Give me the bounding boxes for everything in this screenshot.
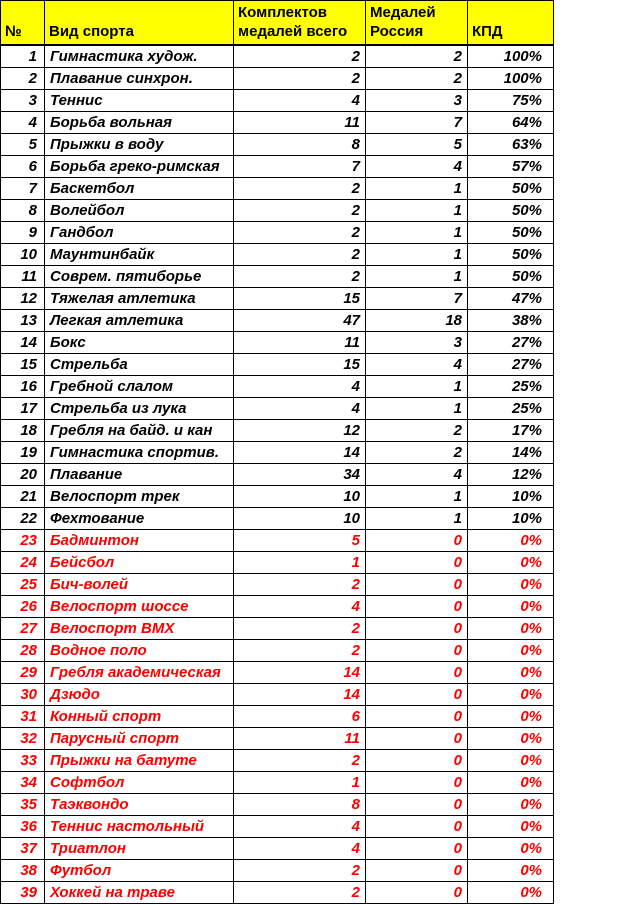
cell-kpd[interactable]: 0% [468, 640, 554, 662]
cell-russia[interactable]: 4 [366, 354, 468, 376]
cell-num[interactable]: 39 [1, 882, 45, 904]
cell-sport[interactable]: Бадминтон [45, 530, 234, 552]
cell-num[interactable]: 6 [1, 156, 45, 178]
cell-num[interactable]: 18 [1, 420, 45, 442]
cell-kpd[interactable]: 50% [468, 178, 554, 200]
cell-total[interactable]: 2 [234, 640, 366, 662]
cell-kpd[interactable]: 50% [468, 244, 554, 266]
cell-russia[interactable]: 1 [366, 244, 468, 266]
cell-sport[interactable]: Гребной слалом [45, 376, 234, 398]
cell-kpd[interactable]: 38% [468, 310, 554, 332]
table-row [1, 45, 554, 68]
cell-sport[interactable]: Гребля академическая [45, 662, 234, 684]
cell-num[interactable]: 8 [1, 200, 45, 222]
cell-sport[interactable]: Стрельба [45, 354, 234, 376]
table-row [1, 266, 554, 288]
cell-num[interactable]: 24 [1, 552, 45, 574]
column-header-total[interactable]: Комплектов медалей всего [234, 1, 366, 46]
cell-num[interactable]: 35 [1, 794, 45, 816]
cell-total[interactable]: 14 [234, 442, 366, 464]
cell-total[interactable]: 15 [234, 354, 366, 376]
cell-russia[interactable]: 0 [366, 684, 468, 706]
table-row [1, 838, 554, 860]
cell-kpd[interactable]: 25% [468, 376, 554, 398]
cell-total[interactable]: 5 [234, 530, 366, 552]
cell-kpd[interactable]: 0% [468, 728, 554, 750]
cell-kpd[interactable]: 47% [468, 288, 554, 310]
cell-num[interactable]: 7 [1, 178, 45, 200]
table-row [1, 662, 554, 684]
cell-sport[interactable]: Таэквондо [45, 794, 234, 816]
cell-total[interactable]: 47 [234, 310, 366, 332]
table-row [1, 332, 554, 354]
cell-sport[interactable]: Маунтинбайк [45, 244, 234, 266]
cell-russia[interactable]: 0 [366, 640, 468, 662]
cell-total[interactable]: 8 [234, 794, 366, 816]
cell-russia[interactable]: 7 [366, 112, 468, 134]
cell-num[interactable]: 12 [1, 288, 45, 310]
cell-total[interactable]: 7 [234, 156, 366, 178]
cell-kpd[interactable]: 50% [468, 200, 554, 222]
cell-total[interactable]: 2 [234, 200, 366, 222]
cell-sport[interactable]: Теннис [45, 90, 234, 112]
cell-total[interactable]: 11 [234, 728, 366, 750]
cell-num[interactable]: 36 [1, 816, 45, 838]
table-row [1, 684, 554, 706]
cell-num[interactable]: 38 [1, 860, 45, 882]
cell-total[interactable]: 10 [234, 486, 366, 508]
table-row [1, 596, 554, 618]
cell-total[interactable]: 2 [234, 860, 366, 882]
cell-total[interactable]: 1 [234, 552, 366, 574]
cell-russia[interactable]: 2 [366, 68, 468, 90]
cell-sport[interactable]: Дзюдо [45, 684, 234, 706]
cell-kpd[interactable]: 100% [468, 68, 554, 90]
cell-kpd[interactable]: 0% [468, 684, 554, 706]
cell-total[interactable]: 2 [234, 750, 366, 772]
table-row [1, 706, 554, 728]
cell-russia[interactable]: 3 [366, 90, 468, 112]
table-row [1, 200, 554, 222]
cell-num[interactable]: 3 [1, 90, 45, 112]
cell-sport[interactable]: Фехтование [45, 508, 234, 530]
cell-sport[interactable]: Гребля на байд. и кан [45, 420, 234, 442]
table-row [1, 90, 554, 112]
cell-total[interactable]: 2 [234, 882, 366, 904]
cell-russia[interactable]: 1 [366, 178, 468, 200]
cell-num[interactable]: 32 [1, 728, 45, 750]
cell-sport[interactable]: Соврем. пятиборье [45, 266, 234, 288]
cell-num[interactable]: 4 [1, 112, 45, 134]
cell-russia[interactable]: 0 [366, 530, 468, 552]
cell-sport[interactable]: Гимнастика худож. [45, 45, 234, 68]
table-body [1, 45, 554, 904]
cell-russia[interactable]: 2 [366, 45, 468, 68]
cell-total[interactable]: 1 [234, 772, 366, 794]
table-row [1, 464, 554, 486]
cell-sport[interactable]: Плавание синхрон. [45, 68, 234, 90]
cell-sport[interactable]: Легкая атлетика [45, 310, 234, 332]
cell-sport[interactable]: Конный спорт [45, 706, 234, 728]
cell-sport[interactable]: Триатлон [45, 838, 234, 860]
table-row [1, 794, 554, 816]
cell-russia[interactable]: 0 [366, 662, 468, 684]
cell-russia[interactable]: 0 [366, 860, 468, 882]
cell-num[interactable]: 15 [1, 354, 45, 376]
cell-total[interactable]: 4 [234, 596, 366, 618]
column-header-russia[interactable]: Медалей Россия [366, 1, 468, 46]
cell-num[interactable]: 10 [1, 244, 45, 266]
cell-total[interactable]: 6 [234, 706, 366, 728]
cell-sport[interactable]: Водное поло [45, 640, 234, 662]
table-row [1, 178, 554, 200]
cell-kpd[interactable]: 12% [468, 464, 554, 486]
cell-num[interactable]: 5 [1, 134, 45, 156]
cell-sport[interactable]: Теннис настольный [45, 816, 234, 838]
cell-russia[interactable]: 1 [366, 376, 468, 398]
column-header-kpd[interactable]: КПД [468, 1, 554, 46]
cell-kpd[interactable]: 10% [468, 508, 554, 530]
cell-kpd[interactable]: 57% [468, 156, 554, 178]
cell-kpd[interactable]: 64% [468, 112, 554, 134]
cell-num[interactable]: 16 [1, 376, 45, 398]
cell-sport[interactable]: Бич-волей [45, 574, 234, 596]
cell-russia[interactable]: 0 [366, 596, 468, 618]
cell-kpd[interactable]: 14% [468, 442, 554, 464]
cell-sport[interactable]: Волейбол [45, 200, 234, 222]
cell-sport[interactable]: Тяжелая атлетика [45, 288, 234, 310]
cell-russia[interactable]: 0 [366, 574, 468, 596]
cell-sport[interactable]: Стрельба из лука [45, 398, 234, 420]
cell-russia[interactable]: 2 [366, 442, 468, 464]
table-row [1, 750, 554, 772]
cell-kpd[interactable]: 0% [468, 574, 554, 596]
cell-total[interactable]: 2 [234, 178, 366, 200]
cell-total[interactable]: 4 [234, 838, 366, 860]
table-row [1, 68, 554, 90]
cell-kpd[interactable]: 0% [468, 618, 554, 640]
cell-kpd[interactable]: 27% [468, 354, 554, 376]
cell-russia[interactable]: 1 [366, 200, 468, 222]
cell-sport[interactable]: Бокс [45, 332, 234, 354]
cell-num[interactable]: 21 [1, 486, 45, 508]
cell-russia[interactable]: 0 [366, 618, 468, 640]
table-row [1, 244, 554, 266]
cell-kpd[interactable]: 75% [468, 90, 554, 112]
cell-russia[interactable]: 0 [366, 794, 468, 816]
cell-num[interactable]: 34 [1, 772, 45, 794]
cell-total[interactable]: 4 [234, 376, 366, 398]
cell-kpd[interactable]: 0% [468, 882, 554, 904]
cell-num[interactable]: 17 [1, 398, 45, 420]
cell-sport[interactable]: Хоккей на траве [45, 882, 234, 904]
cell-russia[interactable]: 0 [366, 750, 468, 772]
cell-sport[interactable]: Парусный спорт [45, 728, 234, 750]
cell-russia[interactable]: 0 [366, 552, 468, 574]
cell-kpd[interactable]: 10% [468, 486, 554, 508]
table-row [1, 772, 554, 794]
table-row [1, 288, 554, 310]
column-header-num[interactable]: № [1, 1, 45, 46]
cell-sport[interactable]: Софтбол [45, 772, 234, 794]
cell-russia[interactable]: 4 [366, 464, 468, 486]
cell-num[interactable]: 26 [1, 596, 45, 618]
cell-kpd[interactable]: 100% [468, 45, 554, 68]
cell-total[interactable]: 2 [234, 222, 366, 244]
cell-num[interactable]: 14 [1, 332, 45, 354]
table-row [1, 354, 554, 376]
cell-russia[interactable]: 18 [366, 310, 468, 332]
cell-kpd[interactable]: 0% [468, 772, 554, 794]
cell-num[interactable]: 27 [1, 618, 45, 640]
cell-total[interactable]: 2 [234, 45, 366, 68]
table-row [1, 112, 554, 134]
cell-sport[interactable]: Гимнастика спортив. [45, 442, 234, 464]
cell-kpd[interactable]: 0% [468, 706, 554, 728]
table-row [1, 134, 554, 156]
cell-kpd[interactable]: 0% [468, 596, 554, 618]
cell-sport[interactable]: Борьба вольная [45, 112, 234, 134]
cell-russia[interactable]: 0 [366, 728, 468, 750]
cell-kpd[interactable]: 27% [468, 332, 554, 354]
table-row [1, 442, 554, 464]
cell-russia[interactable]: 1 [366, 222, 468, 244]
table-row [1, 398, 554, 420]
cell-total[interactable]: 34 [234, 464, 366, 486]
column-header-sport[interactable]: Вид спорта [45, 1, 234, 46]
cell-total[interactable]: 4 [234, 398, 366, 420]
cell-kpd[interactable]: 0% [468, 552, 554, 574]
cell-sport[interactable]: Бейсбол [45, 552, 234, 574]
cell-num[interactable]: 20 [1, 464, 45, 486]
table-row [1, 574, 554, 596]
cell-sport[interactable]: Футбол [45, 860, 234, 882]
table-row [1, 860, 554, 882]
cell-total[interactable]: 11 [234, 332, 366, 354]
table-row [1, 640, 554, 662]
cell-russia[interactable]: 0 [366, 772, 468, 794]
table-row [1, 420, 554, 442]
cell-total[interactable]: 2 [234, 618, 366, 640]
cell-russia[interactable]: 0 [366, 816, 468, 838]
cell-sport[interactable]: Плавание [45, 464, 234, 486]
table-row [1, 728, 554, 750]
cell-num[interactable]: 13 [1, 310, 45, 332]
cell-num[interactable]: 1 [1, 45, 45, 68]
cell-num[interactable]: 30 [1, 684, 45, 706]
cell-num[interactable]: 9 [1, 222, 45, 244]
cell-num[interactable]: 29 [1, 662, 45, 684]
cell-kpd[interactable]: 0% [468, 530, 554, 552]
cell-sport[interactable]: Борьба греко-римская [45, 156, 234, 178]
cell-total[interactable]: 2 [234, 68, 366, 90]
cell-total[interactable]: 10 [234, 508, 366, 530]
table-row [1, 816, 554, 838]
cell-russia[interactable]: 1 [366, 508, 468, 530]
cell-num[interactable]: 11 [1, 266, 45, 288]
cell-kpd[interactable]: 25% [468, 398, 554, 420]
cell-total[interactable]: 2 [234, 266, 366, 288]
table-row [1, 508, 554, 530]
table-row [1, 530, 554, 552]
cell-kpd[interactable]: 0% [468, 860, 554, 882]
cell-num[interactable]: 22 [1, 508, 45, 530]
cell-sport[interactable]: Велоспорт BMX [45, 618, 234, 640]
cell-kpd[interactable]: 0% [468, 794, 554, 816]
cell-sport[interactable]: Прыжки на батуте [45, 750, 234, 772]
cell-sport[interactable]: Велоспорт трек [45, 486, 234, 508]
table-row [1, 222, 554, 244]
cell-sport[interactable]: Велоспорт шоссе [45, 596, 234, 618]
cell-total[interactable]: 11 [234, 112, 366, 134]
cell-kpd[interactable]: 17% [468, 420, 554, 442]
cell-total[interactable]: 12 [234, 420, 366, 442]
cell-num[interactable]: 2 [1, 68, 45, 90]
table-row [1, 552, 554, 574]
cell-russia[interactable]: 0 [366, 706, 468, 728]
cell-russia[interactable]: 2 [366, 420, 468, 442]
table-row [1, 486, 554, 508]
cell-russia[interactable]: 1 [366, 266, 468, 288]
cell-kpd[interactable]: 50% [468, 266, 554, 288]
cell-total[interactable]: 4 [234, 816, 366, 838]
cell-kpd[interactable]: 0% [468, 816, 554, 838]
cell-kpd[interactable]: 0% [468, 838, 554, 860]
cell-num[interactable]: 37 [1, 838, 45, 860]
cell-russia[interactable]: 0 [366, 882, 468, 904]
cell-total[interactable]: 4 [234, 90, 366, 112]
cell-russia[interactable]: 4 [366, 156, 468, 178]
cell-russia[interactable]: 7 [366, 288, 468, 310]
cell-russia[interactable]: 0 [366, 838, 468, 860]
cell-total[interactable]: 14 [234, 662, 366, 684]
cell-total[interactable]: 2 [234, 574, 366, 596]
cell-sport[interactable]: Гандбол [45, 222, 234, 244]
cell-num[interactable]: 25 [1, 574, 45, 596]
cell-kpd[interactable]: 0% [468, 662, 554, 684]
cell-total[interactable]: 8 [234, 134, 366, 156]
cell-russia[interactable]: 1 [366, 398, 468, 420]
cell-sport[interactable]: Баскетбол [45, 178, 234, 200]
cell-num[interactable]: 23 [1, 530, 45, 552]
cell-num[interactable]: 33 [1, 750, 45, 772]
cell-sport[interactable]: Прыжки в воду [45, 134, 234, 156]
table-row [1, 156, 554, 178]
table-row [1, 310, 554, 332]
table-row [1, 376, 554, 398]
table-row [1, 882, 554, 904]
cell-num[interactable]: 19 [1, 442, 45, 464]
cell-kpd[interactable]: 0% [468, 750, 554, 772]
cell-num[interactable]: 28 [1, 640, 45, 662]
table-row [1, 618, 554, 640]
cell-russia[interactable]: 3 [366, 332, 468, 354]
cell-num[interactable]: 31 [1, 706, 45, 728]
cell-russia[interactable]: 1 [366, 486, 468, 508]
cell-kpd[interactable]: 50% [468, 222, 554, 244]
cell-total[interactable]: 14 [234, 684, 366, 706]
cell-total[interactable]: 2 [234, 244, 366, 266]
cell-total[interactable]: 15 [234, 288, 366, 310]
cell-russia[interactable]: 5 [366, 134, 468, 156]
cell-kpd[interactable]: 63% [468, 134, 554, 156]
header-row [1, 1, 554, 46]
